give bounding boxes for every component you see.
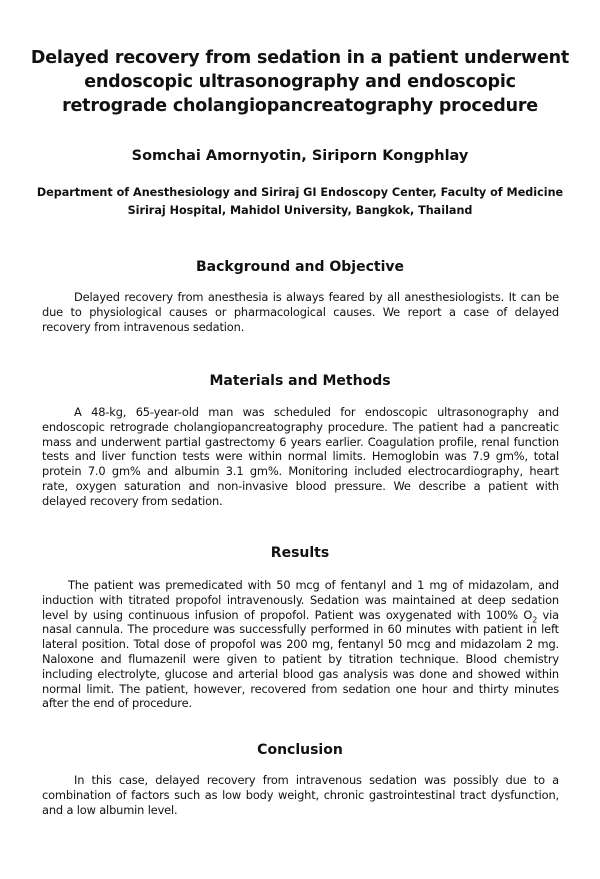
background-text: Delayed recovery from anesthesia is always feared by all anesthesiologists. It can be due to physiological causes or pharmacological causes. We report a case of delayed recovery from intravenous sedation. (42, 290, 559, 334)
oxygen-subscript: 2 (532, 614, 538, 624)
background-paragraph (42, 290, 559, 334)
affiliation-line-2: Siriraj Hospital, Mahidol University, Bangkok, Thailand (127, 204, 473, 217)
results-text-part-1: The patient was premedicated with 50 mcg of fentanyl and 1 mg of midazolam, and induction with titrated propofol intravenously. Sedation was maintained at deep sedation level by using continuous infusion of propofol. Patient was oxygenated with 100% O (42, 578, 559, 622)
results-text-part-2: via nasal cannula. The procedure was successfully performed in 60 minutes with patient in left lateral position. Total dose of propofol was 200 mg, fentanyl 50 mcg and midazolam 2 mg. Naloxone and flumazenil were given to patient by titration technique. Blood chemistry including electrolyte, glucose and arterial blood gas analysis was done and showed within normal limit. The patient, however, recovered from sedation one hour and thirty minutes after the end of procedure. (42, 607, 559, 711)
results-heading: Results (270, 545, 330, 561)
affiliation (30, 184, 570, 220)
affiliation-line-1: Department of Anesthesiology and Siriraj GI Endoscopy Center, Faculty of Medicine (36, 186, 564, 199)
methods-text: A 48-kg, 65-year-old man was scheduled for endoscopic ultrasonography and endoscopic retrograde cholangiopancreatography procedure. The patient had a pancreatic mass and underwent partial gastrectomy 6 years earlier. Coagulation profile, renal function tests and liver function tests were within normal limits. Hemoglobin was 7.9 gm%, total protein 7.0 gm% and albumin 3.1 gm%. Monitoring included electrocardiography, heart rate, oxygen saturation and non-invasive blood pressure. We describe a patient with delayed recovery from sedation. (42, 405, 559, 508)
methods-heading: Materials and Methods (209, 373, 391, 389)
conclusion-heading: Conclusion (257, 742, 343, 758)
author-list: Somchai Amornyotin, Siriporn Kongphlay (131, 148, 469, 164)
background-heading: Background and Objective (195, 259, 405, 275)
methods-paragraph (42, 405, 559, 509)
conclusion-text: In this case, delayed recovery from intravenous sedation was possibly due to a combination of factors such as low body weight, chronic gastrointestinal tract dysfunction, and a low albumin level. (42, 773, 559, 817)
conclusion-paragraph (42, 773, 559, 817)
paper-title: Delayed recovery from sedation in a patient underwent endoscopic ultrasonography and endoscopic retrograde cholangiopancreatography procedure (30, 48, 570, 116)
results-paragraph (42, 578, 559, 711)
